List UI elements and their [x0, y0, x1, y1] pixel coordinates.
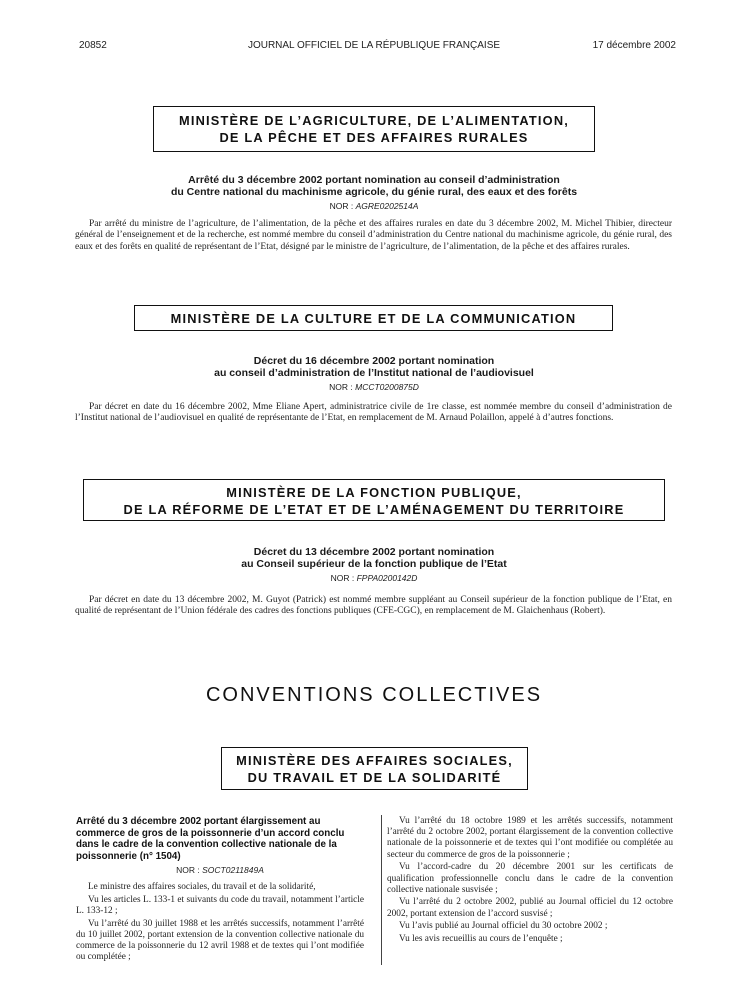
section-heading: CONVENTIONS COLLECTIVES — [205, 684, 543, 706]
decree-body — [75, 595, 672, 618]
ministry-box-fonction-publique — [83, 479, 665, 521]
ministry-box-culture — [134, 305, 613, 331]
nor-value: FPPA0200142D — [356, 573, 418, 583]
decree-body — [75, 219, 672, 253]
left-column — [76, 816, 364, 965]
right-column — [387, 816, 673, 947]
ministry-name-line2: DE LA RÉFORME DE L’ETAT ET DE L’AMÉNAGEMENT DU TERRITOIRE — [123, 502, 625, 517]
decree-title-line2: au Conseil supérieur de la fonction publique de l’Etat — [241, 558, 507, 570]
paragraph: Vu les avis recueillis au cours de l’enquête ; — [399, 934, 563, 945]
decree-paragraph: Par décret en date du 16 décembre 2002, Mme Eliane Apert, administratrice civile de 1re classe, est nommée membre du conseil d’administration de l’Institut national de l’audiovisuel en qualité de représentante de l’Etat, en remplacement de M. Arnaud Polaillon, appelé à d’autres fonctions. — [75, 402, 672, 424]
ministry-box-affaires-sociales — [221, 747, 528, 790]
paragraph: Vu l’arrêté du 18 octobre 1989 et les arrêtés successifs, notamment l’arrêté du 2 octobre 2002, portant élargissement de la convention collective nationale de la poissonnerie et de textes qui l’ont modifiée ou complétée au secteur du commerce de gros de la poissonnerie ; — [387, 816, 673, 860]
decree-title-line1: Arrêté du 3 décembre 2002 portant nomination au conseil d’administration — [188, 174, 560, 186]
paragraph: Vu l’accord-cadre du 20 décembre 2001 sur les certificats de qualification professionnelle conclu dans le cadre de la convention collective nationale susvisée ; — [387, 862, 673, 895]
issue-date: 17 décembre 2002 — [592, 40, 676, 51]
nor-reference — [0, 201, 748, 211]
decree-title-line1: Décret du 13 décembre 2002 portant nomination — [253, 546, 495, 558]
ministry-box-agriculture — [153, 106, 595, 152]
column-divider — [381, 815, 382, 965]
nor-label: NOR : — [176, 865, 200, 875]
ministry-name-line1: MINISTÈRE DE L’AGRICULTURE, DE L’ALIMENTATION, — [178, 113, 570, 128]
paragraph: Vu les articles L. 133-1 et suivants du code du travail, notamment l’article L. 133-12 ; — [76, 894, 364, 917]
arrete-title: Arrêté du 3 décembre 2002 portant élargissement au commerce de gros de la poissonnerie d’un accord conclu dans le cadre de la convention collective nationale de la poissonnerie (n° 1504) — [76, 816, 345, 862]
page-number: 20852 — [79, 40, 107, 51]
ministry-name-line1: MINISTÈRE DES AFFAIRES SOCIALES, — [236, 753, 513, 768]
paragraph: Vu l’avis publié au Journal officiel du 30 octobre 2002 ; — [399, 921, 608, 932]
nor-reference — [0, 573, 748, 583]
nor-reference — [0, 382, 748, 392]
nor-value: AGRE0202514A — [355, 201, 419, 211]
nor-value: SOCT0211849A — [202, 865, 264, 875]
nor-label: NOR : — [330, 573, 355, 583]
decree-paragraph: Par arrêté du ministre de l’agriculture, de l’alimentation, de la pêche et des affaires rurales en date du 3 décembre 2002, M. Michel Thibier, directeur général de l’enseignement et de la recherche, est nommé membre du conseil d’administration du Centre national du machinisme agricole, du génie rural, des eaux et des forêts en qualité de représentant de l’Etat, désigné par le ministre de l’agriculture, de l’alimentation, de la pêche et des affaires rurales. — [75, 219, 672, 252]
decree-title-line2: du Centre national du machinisme agricole, du génie rural, des eaux et des forêts — [170, 186, 578, 198]
decree-body — [75, 402, 672, 425]
paragraph: Vu l’arrêté du 2 octobre 2002, publié au Journal officiel du 12 octobre 2002, portant extension de l’accord susvisé ; — [387, 897, 673, 919]
paragraph: Le ministre des affaires sociales, du travail et de la solidarité, — [88, 882, 316, 893]
nor-reference — [76, 865, 364, 876]
nor-value: MCCT0200875D — [355, 382, 419, 392]
decree-title-line2: au conseil d’administration de l’Institut national de l’audiovisuel — [214, 367, 534, 379]
nor-label: NOR : — [329, 201, 354, 211]
decree-title-line1: Décret du 16 décembre 2002 portant nomination — [253, 355, 495, 367]
ministry-name-line1: MINISTÈRE DE LA CULTURE ET DE LA COMMUNICATION — [170, 311, 577, 326]
ministry-name-line2: DE LA PÊCHE ET DES AFFAIRES RURALES — [219, 130, 529, 145]
paragraph: Vu l’arrêté du 30 juillet 1988 et les arrêtés successifs, notamment l’arrêté du 10 juillet 2002, portant extension de la convention collective nationale du commerce de la poissonnerie du 12 avril 1988 et de textes qui l’ont modifiée ou complétée ; — [76, 918, 364, 963]
nor-label: NOR : — [329, 382, 353, 392]
journal-title: JOURNAL OFFICIEL DE LA RÉPUBLIQUE FRANÇAISE — [247, 40, 501, 51]
ministry-name-line2: DU TRAVAIL ET DE LA SOLIDARITÉ — [247, 770, 502, 785]
ministry-name-line1: MINISTÈRE DE LA FONCTION PUBLIQUE, — [226, 485, 522, 500]
decree-paragraph: Par décret en date du 13 décembre 2002, M. Guyot (Patrick) est nommé membre suppléant au Conseil supérieur de la fonction publique de l’Etat, en qualité de représentant de l’Union fédérale des cadres des fonctions publiques (CFE-CGC), en remplacement de M. Glaichenhaus (Robert). — [75, 595, 672, 617]
